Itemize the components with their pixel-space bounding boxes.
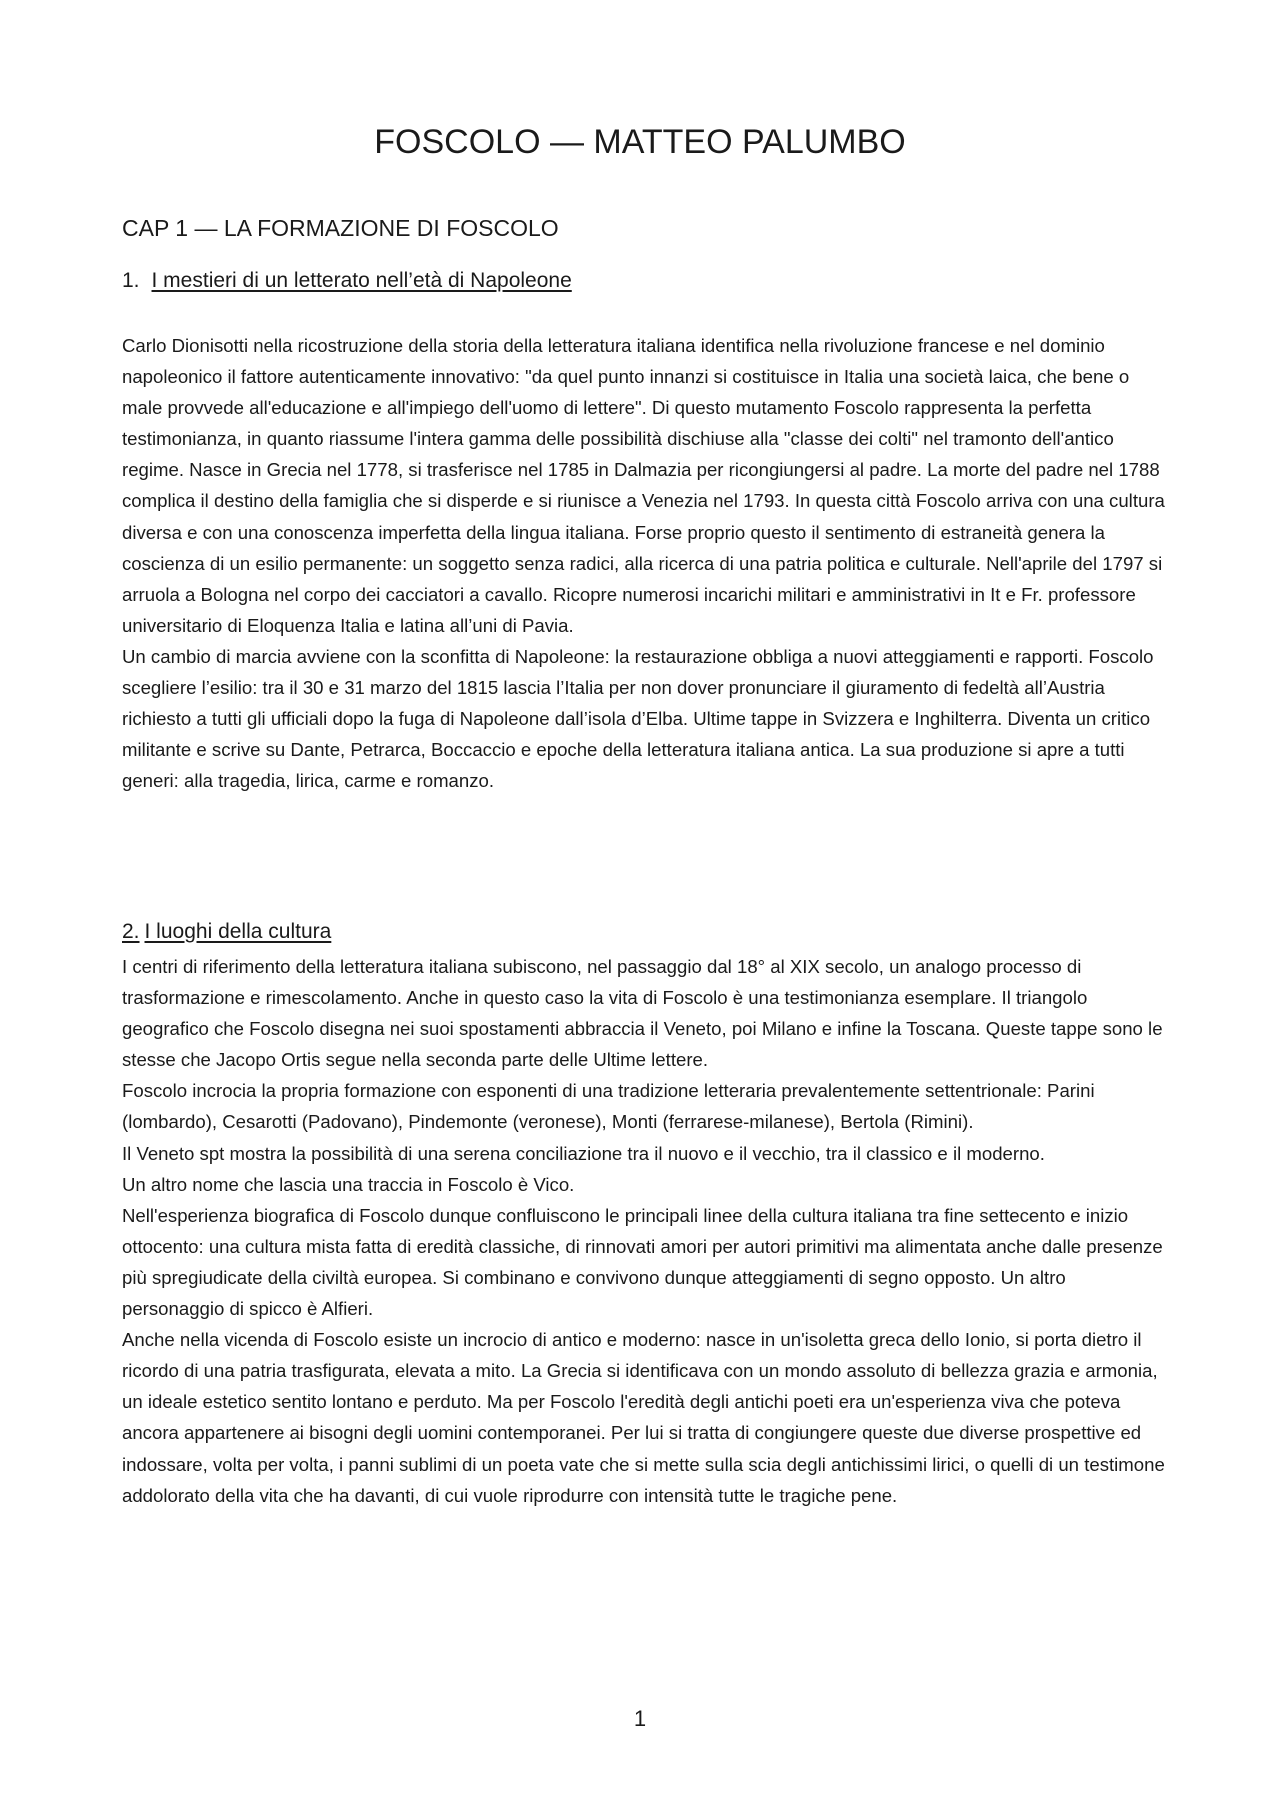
section-2-number: 2.	[122, 920, 140, 943]
paragraph: Anche nella vicenda di Foscolo esiste un incrocio di antico e moderno: nasce in un'isoletta greca dello Ionio, si porta dietro il ricordo di una patria trasfigurata, elevata a mito. La Grecia si identificava con un mondo assoluto di bellezza grazia e armonia, un ideale estetico sentito lontano e perduto. Ma per Foscolo l'eredità degli antichi poeti era un'esperienza viva che poteva ancora appartenere ai bisogni degli uomini contemporanei. Per lui si tratta di congiungere queste due diverse prospettive ed indossare, volta per volta, i panni sublimi di un poeta vate che si mette sulla scia degli antichissimi lirici, o quelli di un testimone addolorato della vita che ha davanti, di cui vuole riprodurre con intensità tutte le tragiche pene.	[122, 1329, 1165, 1506]
paragraph: Carlo Dionisotti nella ricostruzione della storia della letteratura italiana identifica nella rivoluzione francese e nel dominio napoleonico il fattore autenticamente innovativo: "da quel punto innanzi si costituisce in Italia una società laica, che bene o male provvede all'educazione e all'impiego dell'uomo di lettere". Di questo mutamento Foscolo rappresenta la perfetta testimonianza, in quanto riassume l'intera gamma delle possibilità dischiuse alla "classe dei colti" nel tramonto dell'antico regime. Nasce in Grecia nel 1778, si trasferisce nel 1785 in Dalmazia per ricongiungersi al padre. La morte del padre nel 1788 complica il destino della famiglia che si disperde e si riunisce a Venezia nel 1793. In questa città Foscolo arriva con una cultura diversa e con una conoscenza imperfetta della lingua italiana. Forse proprio questo il sentimento di estraneità genera la coscienza di un esilio permanente: un soggetto senza radici, alla ricerca di una patria politica e culturale. Nell'aprile del 1797 si arruola a Bologna nel corpo dei cacciatori a cavallo. Ricopre numerosi incarichi militari e amministrativi in It e Fr. professore universitario di Eloquenza Italia e latina all’uni di Pavia.	[122, 335, 1165, 636]
section-1-heading	[122, 267, 572, 295]
section-2-heading	[122, 918, 331, 946]
document-title: FOSCOLO — MATTEO PALUMBO	[374, 123, 906, 161]
section-1-number: 1.	[122, 269, 140, 292]
paragraph: I centri di riferimento della letteratura italiana subiscono, nel passaggio dal 18° al XIX secolo, un analogo processo di trasformazione e rimescolamento. Anche in questo caso la vita di Foscolo è una testimonianza esemplare. Il triangolo geografico che Foscolo disegna nei suoi spostamenti abbraccia il Veneto, poi Milano e infine la Toscana. Queste tappe sono le stesse che Jacopo Ortis segue nella seconda parte delle Ultime lettere.	[122, 956, 1163, 1071]
chapter-heading: CAP 1 — LA FORMAZIONE DI FOSCOLO	[122, 215, 559, 241]
paragraph: Nell'esperienza biografica di Foscolo dunque confluiscono le principali linee della cultura italiana tra fine settecento e inizio ottocento: una cultura mista fatta di eredità classiche, di rinnovati amori per autori primitivi ma alimentata anche dalle presenze più spregiudicate della civiltà europea. Si combinano e convivono dunque atteggiamenti di segno opposto. Un altro personaggio di spicco è Alfieri.	[122, 1204, 1163, 1320]
section-1-title: I mestieri di un letterato nell’età di Napoleone	[151, 269, 572, 292]
section-1-body	[122, 330, 1167, 796]
section-2-title: I luoghi della cultura	[144, 920, 332, 943]
paragraph: Il Veneto spt mostra la possibilità di una serena conciliazione tra il nuovo e il vecchio, tra il classico e il moderno.	[122, 1142, 1045, 1164]
page-number: 1	[633, 1706, 647, 1731]
paragraph: Un cambio di marcia avviene con la sconfitta di Napoleone: la restaurazione obbliga a nuovi atteggiamenti e rapporti. Foscolo scegliere l’esilio: tra il 30 e 31 marzo del 1815 lascia l’Italia per non dover pronunciare il giuramento di fedeltà all’Austria richiesto a tutti gli ufficiali dopo la fuga di Napoleone dall’isola d’Elba. Ultime tappe in Svizzera e Inghilterra. Diventa un critico militante e scrive su Dante, Petrarca, Boccaccio e epoche della letteratura italiana antica. La sua produzione si apre a tutti generi: alla tragedia, lirica, carme e romanzo.	[122, 645, 1154, 792]
paragraph: Foscolo incrocia la propria formazione con esponenti di una tradizione letteraria prevalentemente settentrionale: Parini (lombardo), Cesarotti (Padovano), Pindemonte (veronese), Monti (ferrarese-milanese), Bertola (Rimini).	[122, 1080, 1095, 1133]
section-2-body	[122, 951, 1167, 1511]
paragraph: Un altro nome che lascia una traccia in Foscolo è Vico.	[122, 1173, 575, 1195]
